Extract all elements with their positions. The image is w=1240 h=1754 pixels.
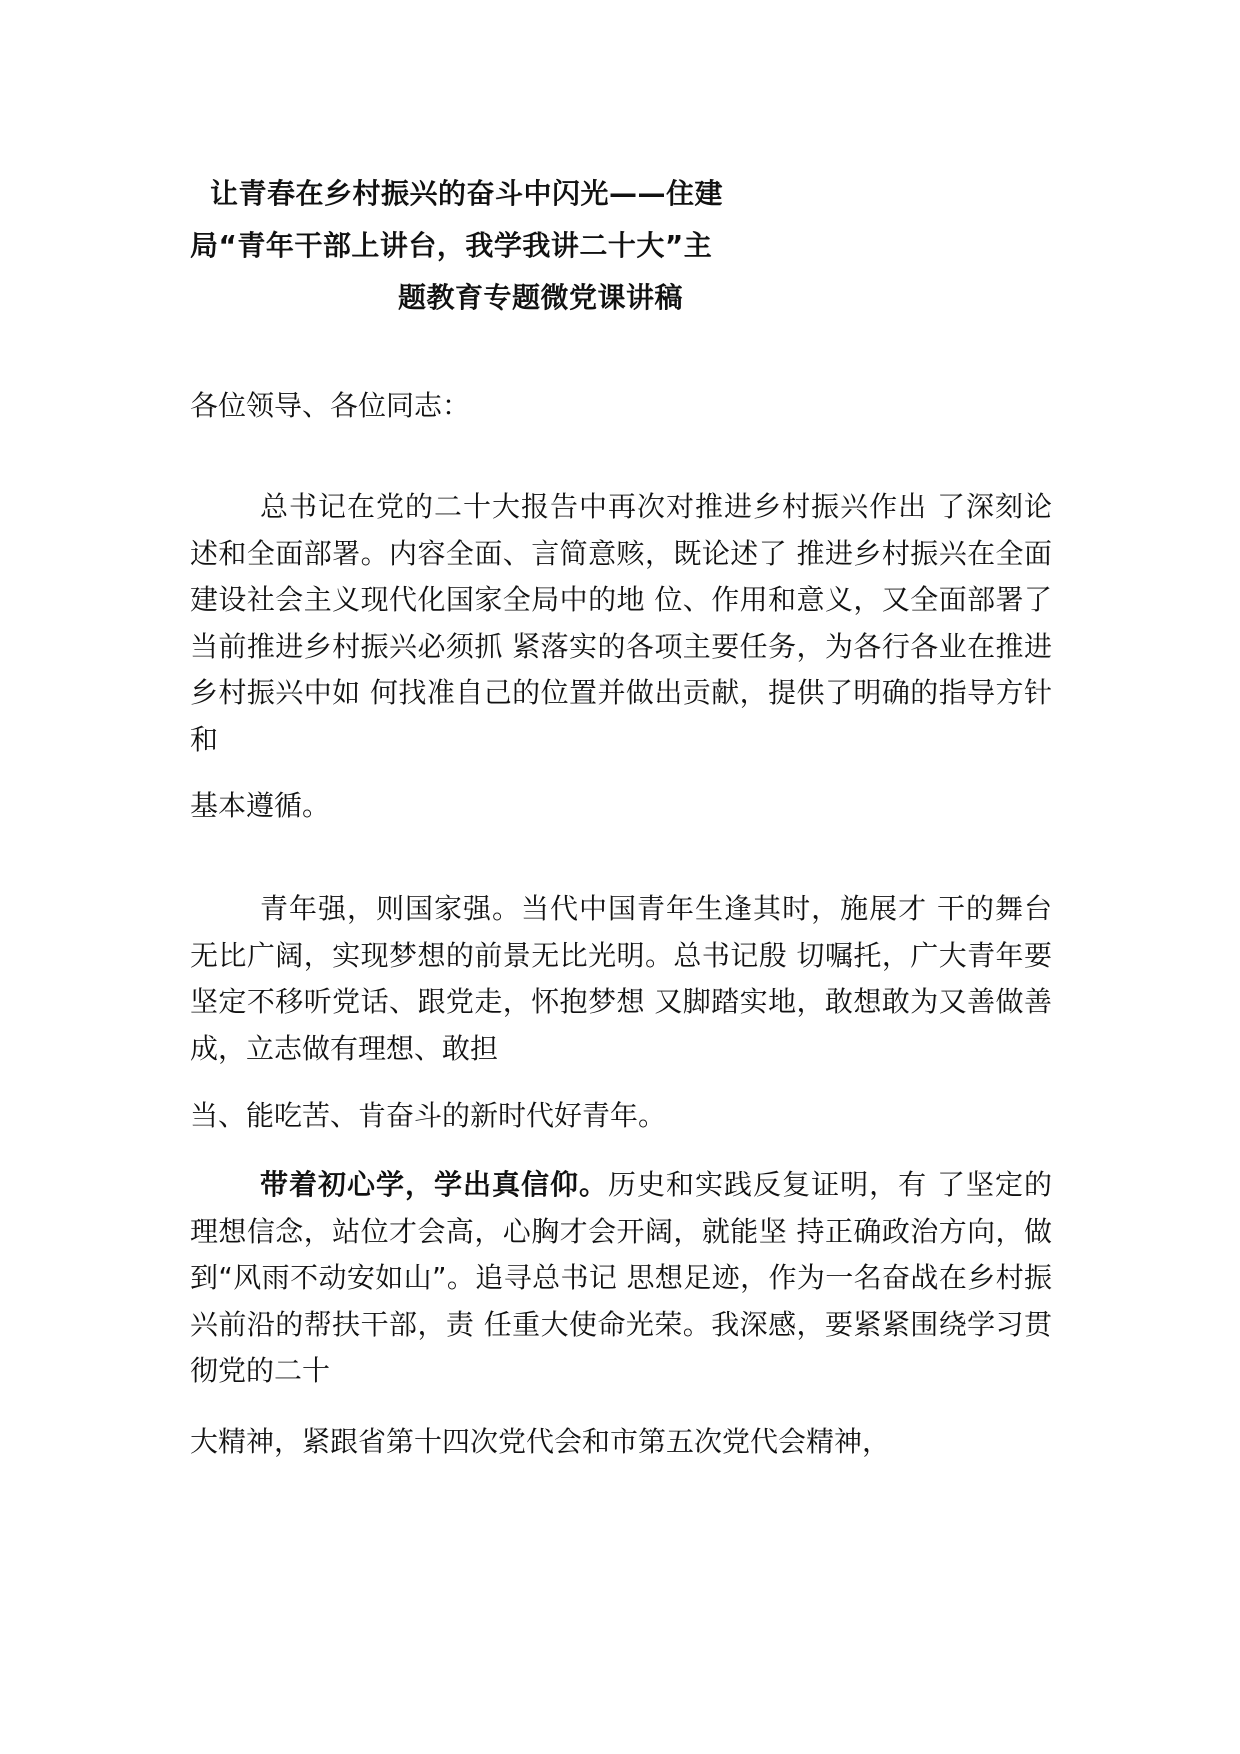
paragraph-3 [190, 1162, 1052, 1395]
paragraph-2-tail: 当、能吃苦、肯奋斗的新时代好青年。 [190, 1099, 667, 1132]
paragraph-2 [190, 886, 1052, 1072]
paragraph-3-tail: 大精神，紧跟省第十四次党代会和市第五次党代会精神， [190, 1425, 891, 1458]
document-title-line-2: 局“青年干部上讲台，我学我讲二十大”主 [190, 229, 713, 262]
paragraph-1 [190, 484, 1052, 763]
document-title-line-1: 让青春在乡村振兴的奋斗中闪光——住建 [210, 177, 724, 210]
paragraph-3-lead: 带着初心学，学出真信仰。 [260, 1168, 609, 1201]
paragraph-1-tail: 基本遵循。 [190, 789, 331, 822]
paragraph-1-text: 总书记在党的二十大报告中再次对推进乡村振兴作出 了深刻论述和全面部署。内容全面、言简意赅，既论述了 推进乡村振兴在全面建设社会主义现代化国家全局中的地 位、作用和意义，又全面部署了当前推进乡村振兴必须抓 紧落实的各项主要任务，为各行各业在推进乡村振兴中如 何找准自己的位置并做出贡献，提供了明确的指导方针和 [190, 490, 1052, 756]
document-title-line-3: 题教育专题微党课讲稿 [398, 281, 684, 314]
paragraph-3-text: 历史和实践反复证明，有 了坚定的理想信念，站位才会高，心胸才会开阔，就能坚 持正确政治方向，做到“风雨不动安如山”。追寻总书记 思想足迹，作为一名奋战在乡村振兴前沿的帮扶干部，责 任重大使命光荣。我深感，要紧紧围绕学习贯彻党的二十 [190, 1168, 1052, 1387]
paragraph-2-text: 青年强，则国家强。当代中国青年生逢其时，施展才 干的舞台无比广阔，实现梦想的前景无比光明。总书记殷 切嘱托，广大青年要坚定不移听党话、跟党走，怀抱梦想 又脚踏实地，敢想敢为又善做善成，立志做有理想、敢担 [190, 892, 1052, 1065]
salutation: 各位领导、各位同志： [190, 389, 471, 422]
